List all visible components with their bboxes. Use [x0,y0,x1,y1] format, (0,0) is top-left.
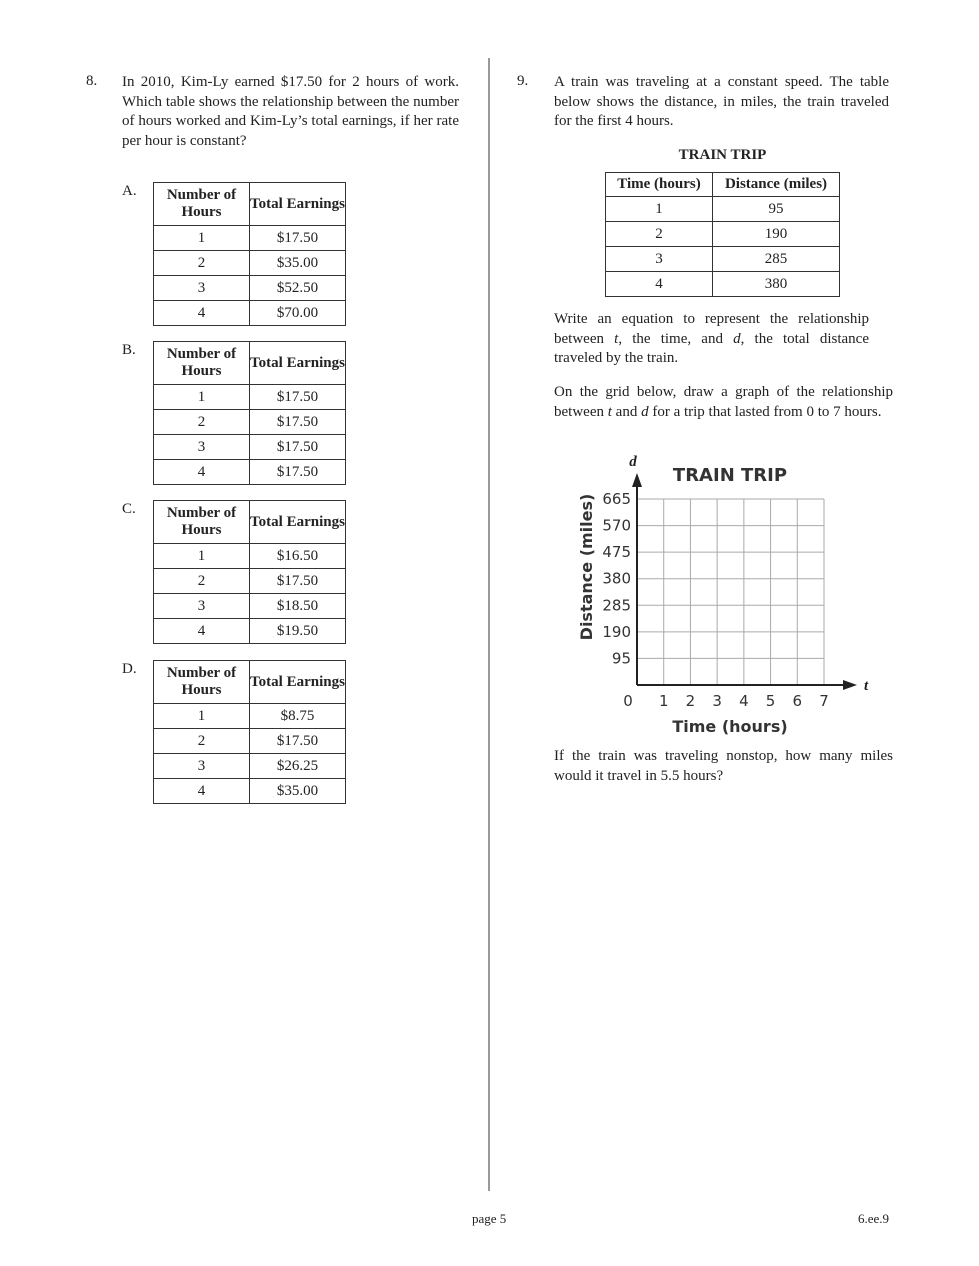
var-d: d [641,403,649,420]
col-header-distance: Distance (miles) [713,173,840,197]
table-row [606,222,840,247]
option-label: C. [122,501,136,517]
cell: $26.25 [250,754,346,779]
option-label: A. [122,183,137,199]
option-label: D. [122,661,137,677]
table-row [154,544,346,569]
cell: 1 [154,704,250,729]
text: for a trip that lasted from 0 to 7 hours. [648,403,882,420]
origin-label: 0 [623,692,633,710]
table-row [154,754,346,779]
cell: $17.50 [250,385,346,410]
table-row [154,594,346,619]
table-row [154,460,346,485]
cell: 1 [154,544,250,569]
cell: 3 [154,594,250,619]
cell: 380 [713,272,840,297]
y-tick-label: 380 [602,569,631,588]
x-axis-arrow-icon [843,680,857,690]
cell: $16.50 [250,544,346,569]
cell: 2 [606,222,713,247]
x-tick-label: 7 [819,692,829,710]
col-header-earnings: Total Earnings [250,342,346,385]
table-row [154,569,346,594]
cell: 4 [154,301,250,326]
cell: $18.50 [250,594,346,619]
cell: $52.50 [250,276,346,301]
cell: 2 [154,569,250,594]
col-header-hours: Number of Hours [154,183,250,226]
table-row [154,779,346,804]
cell: $70.00 [250,301,346,326]
q9-question: If the train was traveling nonstop, how many miles would it travel in 5.5 hours? [554,748,893,784]
cell: $19.50 [250,619,346,644]
cell: 1 [154,226,250,251]
cell: 3 [606,247,713,272]
text: and [611,403,642,420]
x-tick-label: 4 [739,692,749,710]
table-row [154,276,346,301]
text: Write an equation to represent the relationship between [554,311,869,347]
text: On the grid below, draw a graph of the relationship between [554,384,893,420]
cell: $17.50 [250,410,346,435]
y-tick-label: 190 [602,622,631,641]
x-tick-label: 3 [712,692,722,710]
option-table-b[interactable] [153,341,346,485]
table-row [154,385,346,410]
table-row [154,729,346,754]
y-tick-label: 285 [602,596,631,615]
cell: 3 [154,435,250,460]
cell: $17.50 [250,729,346,754]
text: , the total distance traveled by the train. [554,330,869,366]
col-header-time: Time (hours) [606,173,713,197]
table-row [606,272,840,297]
cell: 2 [154,729,250,754]
col-header-hours: Number of Hours [154,342,250,385]
cell: $35.00 [250,251,346,276]
table-row [154,704,346,729]
option-table-d[interactable] [153,660,346,804]
cell: $17.50 [250,460,346,485]
var-t: t [614,330,619,347]
cell: 2 [154,410,250,435]
cell: $17.50 [250,435,346,460]
cell: 3 [154,276,250,301]
cell: $8.75 [250,704,346,729]
cell: $17.50 [250,569,346,594]
column-divider [488,58,490,1191]
x-tick-label: 2 [685,692,696,710]
x-tick-label: 6 [792,692,803,710]
cell: 2 [154,251,250,276]
col-header-earnings: Total Earnings [250,183,346,226]
train-trip-grid[interactable] [560,450,880,740]
cell: 4 [606,272,713,297]
q9-number: 9. [517,73,529,89]
table-row [154,226,346,251]
table-row [606,247,840,272]
q8-prompt: In 2010, Kim-Ly earned $17.50 for 2 hours of work. Which table shows the relationship between the number of hours worked and Kim-Ly’s total earnings, if her rate per hour is constant? [122,74,459,149]
q8-number: 8. [86,73,98,89]
y-variable-label: d [629,454,637,470]
y-axis-label: Distance (miles) [577,493,596,641]
table-row [154,410,346,435]
option-table-c[interactable] [153,500,346,644]
option-label: B. [122,342,136,358]
y-tick-label: 665 [602,490,631,508]
q9-intro: A train was traveling at a constant speed. The table below shows the distance, in miles, the train traveled for the first 4 hours. [554,74,889,129]
cell: 3 [154,754,250,779]
y-tick-label: 475 [602,543,631,562]
q9-equation-prompt [554,310,869,369]
cell: 4 [154,619,250,644]
table-row [154,435,346,460]
x-variable-label: t [864,678,869,694]
cell: 1 [606,197,713,222]
table-row [154,251,346,276]
var-t: t [607,403,612,420]
cell: 190 [713,222,840,247]
col-header-hours: Number of Hours [154,661,250,704]
y-tick-label: 95 [611,649,631,668]
col-header-hours: Number of Hours [154,501,250,544]
cell: $35.00 [250,779,346,804]
text: , the time, and [618,330,734,347]
q9-graph-prompt [554,383,893,422]
cell: 1 [154,385,250,410]
x-tick-label: 1 [658,692,669,710]
table-row [154,619,346,644]
option-table-a[interactable] [153,182,346,326]
train-trip-table [605,172,840,297]
table-row [154,301,346,326]
train-table-title: TRAIN TRIP [678,147,767,163]
col-header-earnings: Total Earnings [250,501,346,544]
col-header-earnings: Total Earnings [250,661,346,704]
y-axis-arrow-icon [632,473,642,487]
cell: $17.50 [250,226,346,251]
page-number: page 5 [472,1211,507,1226]
cell: 4 [154,460,250,485]
table-row [606,197,840,222]
y-tick-label: 570 [602,516,631,535]
cell: 285 [713,247,840,272]
cell: 4 [154,779,250,804]
cell: 95 [713,197,840,222]
x-tick-label: 5 [765,692,776,710]
x-axis-label: Time (hours) [672,717,788,736]
chart-title: TRAIN TRIP [672,465,788,486]
var-d: d [733,330,741,347]
standard-code: 6.ee.9 [858,1211,890,1226]
